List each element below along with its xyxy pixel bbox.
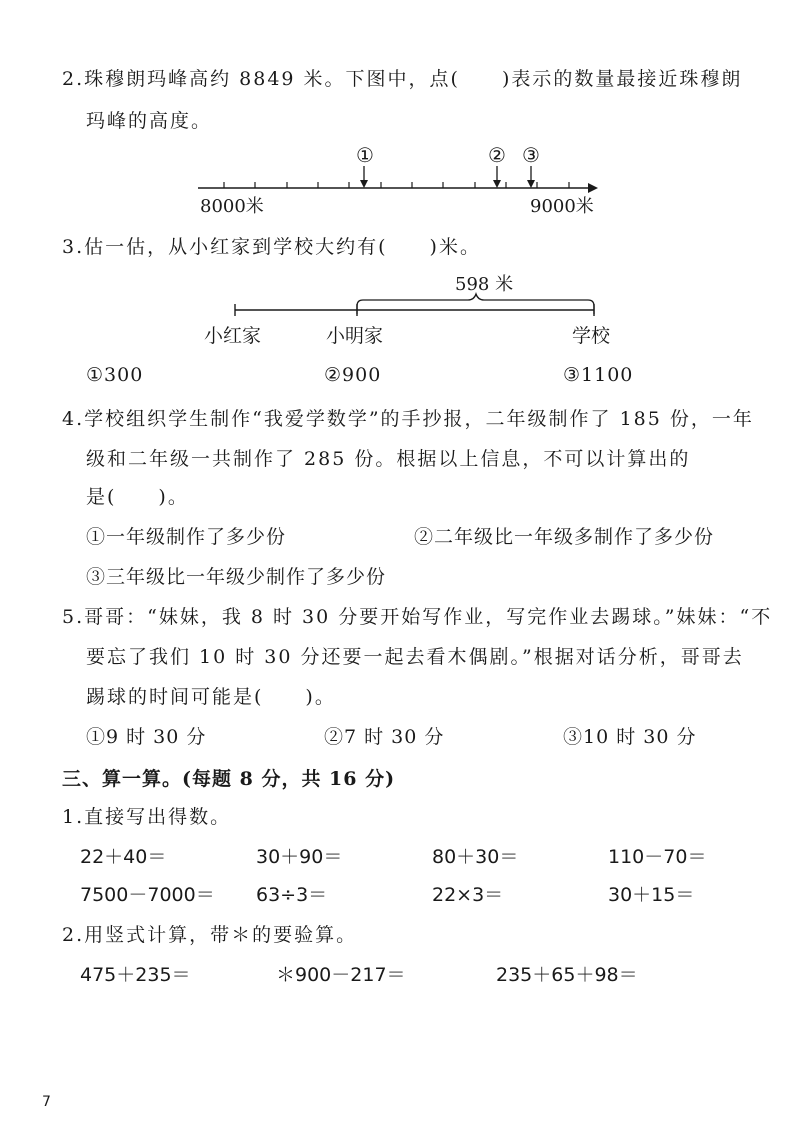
q4-text-line2: 级和二年级一共制作了 285 份。根据以上信息，不可以计算出的 [86,448,691,470]
q3-text-line1: 3.估一估，从小红家到学校大约有( )米。 [62,236,481,258]
q5-option-3: ③10 时 30 分 [563,726,697,748]
q3-option-2: ②900 [324,364,382,386]
q5-option-2: ②7 时 30 分 [324,726,445,748]
q4-text-line1: 4.学校组织学生制作“我爱学数学”的手抄报，二年级制作了 185 份，一年 [62,408,754,430]
brace [357,294,594,314]
calc-1-2: 30＋90＝ [256,846,343,868]
q4-option-3: ③三年级比一年级少制作了多少份 [86,566,387,588]
place-school: 学校 [572,325,611,347]
page-number: 7 [42,1094,51,1110]
vertical-calc-1: 475＋235＝ [80,964,191,986]
calc-2-3: 22×3＝ [432,884,504,906]
q5-text-line3: 踢球的时间可能是( )。 [86,686,336,708]
q2-text-line2: 玛峰的高度。 [86,110,213,132]
q5-option-1: ①9 时 30 分 [86,726,207,748]
marker-1 [356,143,374,188]
place-xiaoming-home: 小明家 [326,325,384,347]
calc-2-2: 63÷3＝ [256,884,328,906]
vertical-calc-2: ＊900－217＝ [276,964,406,986]
calc-2-1: 7500－7000＝ [80,884,215,906]
q4-option-1: ①一年级制作了多少份 [86,526,287,548]
calc-2-4: 30＋15＝ [608,884,695,906]
q5-text-line1: 5.哥哥：“妹妹，我 8 时 30 分要开始写作业，写完作业去踢球。”妹妹：“不 [62,606,773,628]
vertical-calc-3: 235＋65＋98＝ [496,964,638,986]
section-3-sub2: 2.用竖式计算，带＊的要验算。 [62,924,358,946]
number-line-figure [0,142,800,222]
marker-2 [488,143,506,188]
marker-1-label: ① [356,143,374,167]
marker-2-label: ② [488,143,506,167]
number-line-arrowhead [588,183,598,193]
number-line-end-label: 9000米 [530,196,594,217]
calc-1-3: 80＋30＝ [432,846,519,868]
calc-1-4: 110－70＝ [608,846,707,868]
marker-3-label: ③ [522,143,540,167]
number-line-start-label: 8000米 [200,196,264,217]
place-xiaohong-home: 小红家 [204,325,262,347]
brace-label: 598 米 [455,274,514,295]
number-line-ticks [224,182,569,188]
q3-option-1: ①300 [86,364,144,386]
section-3-heading: 三、算一算。(每题 8 分，共 16 分) [62,768,396,790]
distance-figure [0,268,800,348]
q5-text-line2: 要忘了我们 10 时 30 分还要一起去看木偶剧。”根据对话分析，哥哥去 [86,646,744,668]
calc-1-1: 22＋40＝ [80,846,167,868]
marker-3 [522,143,540,188]
q2-text-line1: 2.珠穆朗玛峰高约 8849 米。下图中，点( )表示的数量最接近珠穆朗 [62,68,743,90]
q3-option-3: ③1100 [563,364,634,386]
q4-option-2: ②二年级比一年级多制作了多少份 [414,526,715,548]
section-3-sub1: 1.直接写出得数。 [62,806,232,828]
q4-text-line3: 是( )。 [86,486,189,508]
